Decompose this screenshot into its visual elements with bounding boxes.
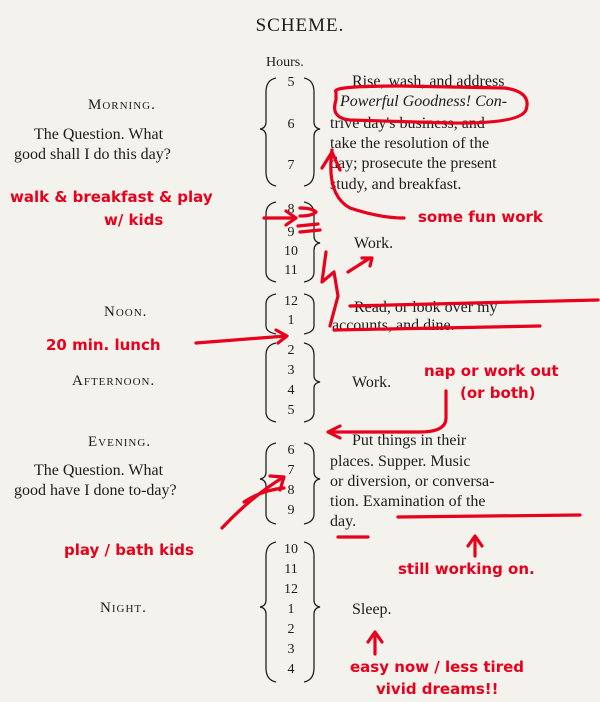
annotation-20-min-lunch: 20 min. lunch [46, 336, 161, 354]
hour-11am: 11 [284, 263, 298, 278]
evening-question-line1: The Question. What [34, 462, 164, 479]
hour-4pm: 4 [287, 383, 295, 398]
annotation-nap-line1: nap or work out [424, 362, 559, 380]
period-afternoon: Afternoon. [72, 373, 156, 389]
morning-question-line1: The Question. What [34, 126, 164, 143]
hour-3am: 3 [287, 642, 295, 657]
night-text: Sleep. [352, 601, 392, 618]
annotation-vivid-dreams: vivid dreams!! [376, 680, 499, 698]
hour-12am: 12 [284, 582, 298, 597]
hour-8pm: 8 [287, 483, 295, 498]
period-noon: Noon. [104, 304, 148, 320]
work-afternoon-text: Work. [352, 374, 392, 391]
hour-2pm: 2 [287, 343, 295, 358]
evening-text-line5: day. [330, 513, 357, 530]
hour-6am: 6 [287, 117, 295, 132]
annotation-walk-line1: walk & breakfast & play [10, 188, 213, 206]
hour-2am: 2 [287, 622, 295, 637]
evening-text-line3: or diversion, or conversa- [330, 473, 495, 490]
annotation-play-bath-kids: play / bath kids [64, 541, 194, 559]
morning-text-line6: study, and breakfast. [330, 176, 462, 193]
morning-text-line2: Powerful Goodness! Con- [340, 93, 508, 110]
annotation-some-fun-work: some fun work [418, 208, 543, 226]
morning-question-line2: good shall I do this day? [14, 146, 171, 163]
hour-6pm: 6 [287, 443, 295, 458]
morning-text-line5: day; prosecute the present [330, 155, 497, 172]
hour-1am: 1 [287, 602, 295, 617]
period-night: Night. [100, 600, 147, 616]
evening-text-line2: places. Supper. Music [330, 453, 471, 470]
hours-column-header: Hours. [266, 55, 304, 70]
noon-text-line1: Read, or look over my [354, 299, 498, 316]
hour-9am: 9 [287, 225, 295, 240]
hour-10am: 10 [284, 244, 298, 259]
evening-text-line4: tion. Examination of the [330, 493, 486, 510]
annotation-easy-now: easy now / less tired [350, 658, 525, 676]
hour-11pm: 11 [284, 562, 298, 577]
hour-8am: 8 [287, 202, 295, 217]
printed-braces [260, 78, 320, 682]
period-evening: Evening. [88, 434, 152, 450]
annotation-walk-line2: w/ kids [104, 211, 164, 229]
hour-7pm: 7 [287, 463, 295, 478]
hour-3pm: 3 [287, 363, 295, 378]
hour-5pm: 5 [287, 403, 295, 418]
evening-text-line1: Put things in their [352, 432, 467, 449]
noon-text-line2: accounts, and dine. [332, 317, 455, 334]
hour-12pm: 12 [284, 294, 298, 309]
hour-1pm: 1 [287, 313, 295, 328]
morning-text-line1: Rise, wash, and address [352, 73, 505, 90]
hour-7am: 7 [287, 158, 295, 173]
morning-text-line3: trive day's business, and [330, 115, 485, 132]
annotation-still-working: still working on. [398, 560, 535, 578]
annotation-nap-line2: (or both) [460, 384, 536, 402]
work-morning-text: Work. [354, 235, 394, 252]
hour-10pm: 10 [284, 542, 298, 557]
hour-9pm: 9 [287, 503, 295, 518]
hour-4am: 4 [287, 662, 295, 677]
morning-text-line4: take the resolution of the [330, 135, 490, 152]
page-title: SCHEME. [255, 15, 345, 36]
period-morning: Morning. [88, 97, 156, 113]
hour-5am: 5 [287, 75, 295, 90]
evening-question-line2: good have I done to-day? [14, 482, 177, 499]
